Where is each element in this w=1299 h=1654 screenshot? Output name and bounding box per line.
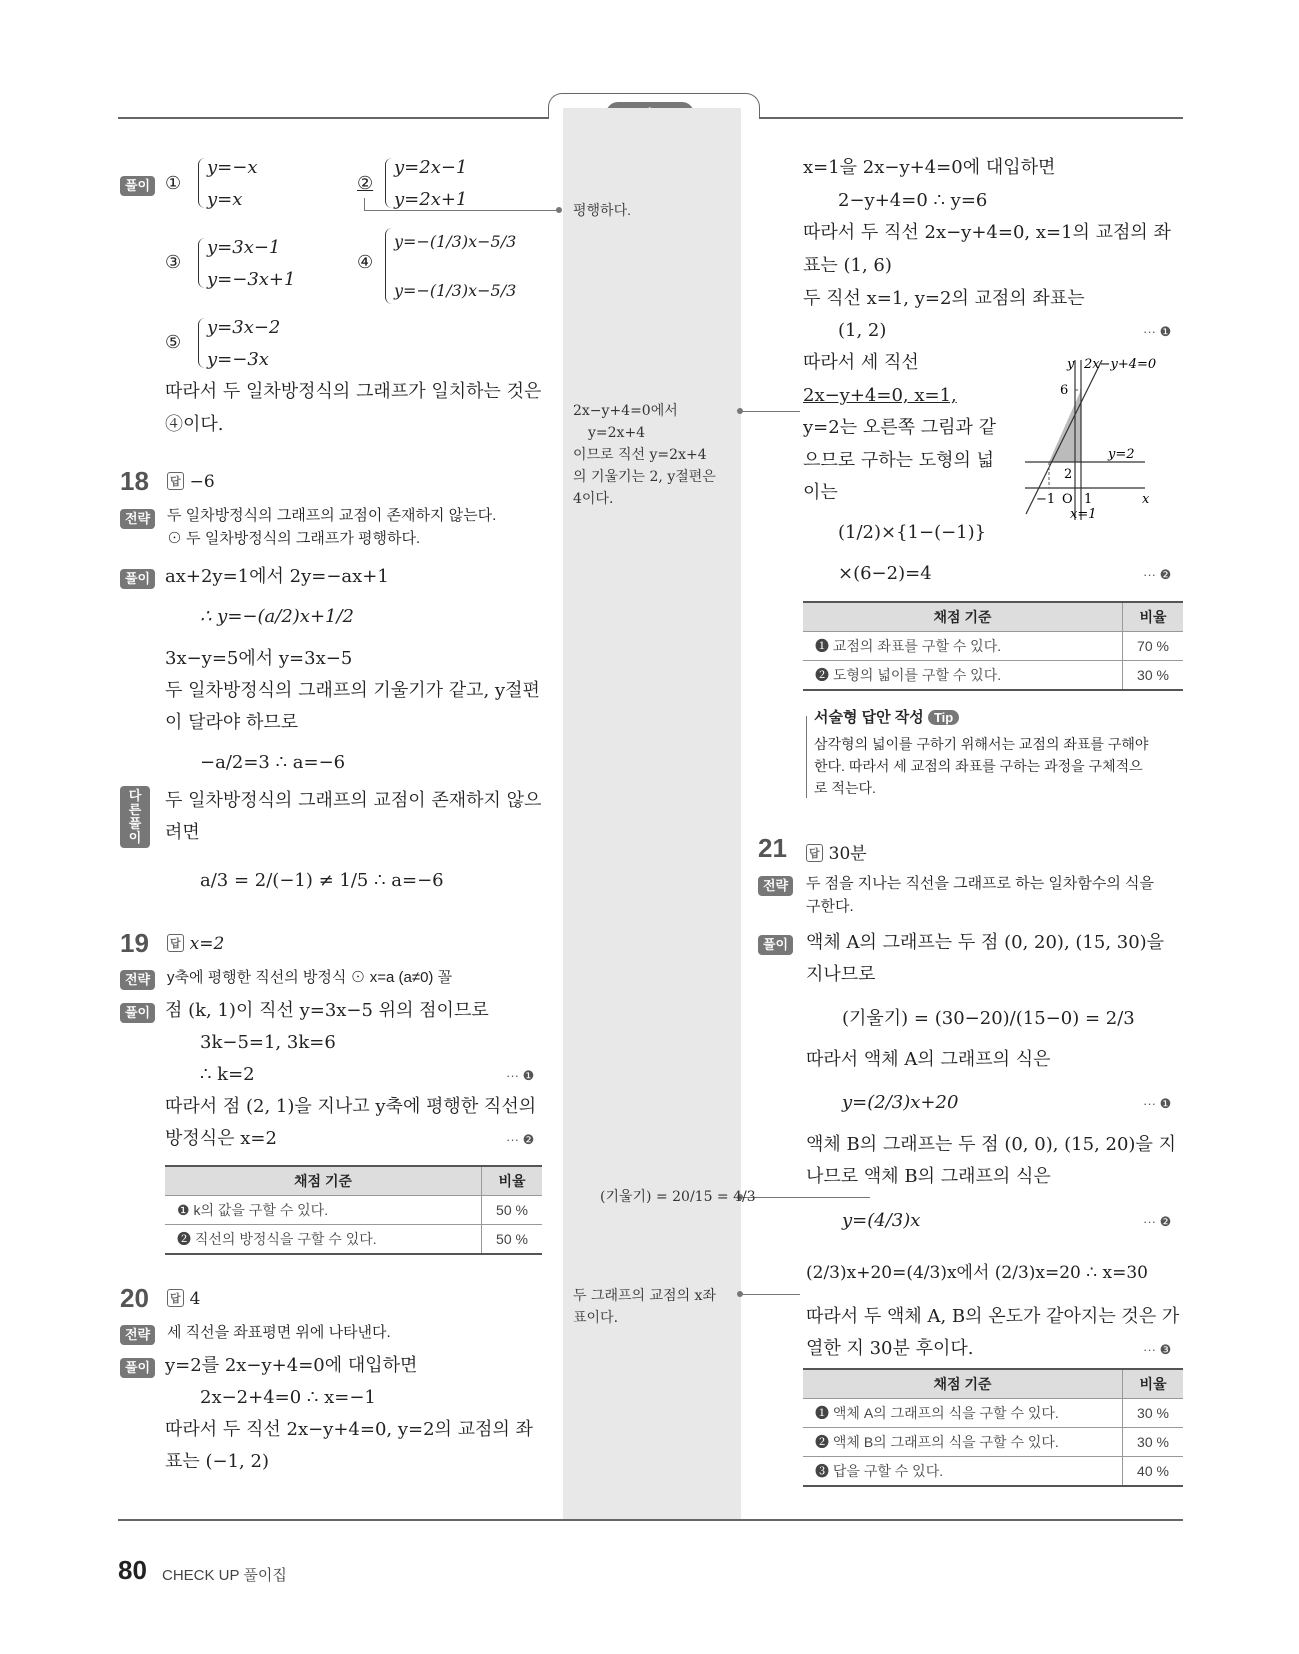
table-row: ❷ 도형의 넓이를 구할 수 있다. 30 % [803, 661, 1183, 691]
box-note: (기울기) = 20/15 = 4/3 [600, 1189, 756, 1205]
answer [167, 934, 224, 954]
box-note: 2x−y+4=0에서 [573, 403, 678, 419]
box-note: y=2x+4 [588, 425, 646, 441]
leader-dot [556, 207, 562, 213]
choice-5-eq-b: y=−3x [207, 349, 269, 370]
solution-line: ax+2y=1에서 2y=−ax+1 [165, 566, 389, 587]
solution-line: 방정식은 x=2 [165, 1128, 277, 1149]
line-label: 2x−y+4=0 [1084, 357, 1157, 372]
solution-line: y=(4/3)x [842, 1210, 921, 1231]
solution-line: (2/3)x+20=(4/3)x에서 (2/3)x=20 ∴ x=30 [806, 1263, 1148, 1283]
box-note: 4이다. [573, 491, 614, 507]
solution-line: 열한 지 30분 후이다. [806, 1338, 974, 1359]
solution-line: 따라서 두 액체 A, B의 온도가 같아지는 것은 가 [806, 1306, 1180, 1327]
tip-text: 로 적는다. [814, 780, 876, 796]
solution-line: y=2를 2x−y+4=0에 대입하면 [165, 1355, 418, 1376]
tip-title: 서술형 답안 작성 Tip [814, 706, 959, 727]
table-header: 채점 기준 [803, 1369, 1123, 1399]
solution-line: −a/2=3 ∴ a=−6 [200, 752, 346, 773]
x1-label: x=1 [1070, 507, 1097, 522]
box-note: 이므로 직선 y=2x+4 [573, 447, 707, 463]
table-row: ❶ 교점의 좌표를 구할 수 있다. 70 % [803, 632, 1183, 661]
choice-2-eq-a: y=2x−1 [394, 157, 468, 178]
solution-line: ×(6−2)=4 [838, 563, 932, 584]
solution-line: 2x−2+4=0 ∴ x=−1 [200, 1387, 376, 1408]
header-rule-left [118, 117, 548, 119]
tick-label: 2 [1064, 467, 1073, 482]
y2-label: y=2 [1108, 447, 1135, 462]
problem-number: 21 [758, 833, 787, 863]
answer-value: 30분 [828, 844, 867, 864]
solution-line: 3x−y=5에서 y=3x−5 [165, 648, 353, 669]
solution-line: 지나므로 [806, 964, 876, 985]
strategy-text: 두 점을 지나는 직선을 그래프로 하는 일차함수의 식을 [806, 875, 1154, 892]
table-row: ❶ 액체 A의 그래프의 식을 구할 수 있다. 30 % [803, 1399, 1183, 1428]
box-note: 표이다. [573, 1310, 619, 1326]
answer [167, 472, 215, 492]
answer-value: x=2 [189, 934, 225, 954]
origin-label: O [1062, 492, 1073, 507]
strategy-text: 구한다. [806, 898, 854, 915]
choice-2-label: ② [357, 173, 374, 194]
solution-line: 두 직선 x=1, y=2의 교점의 좌표는 [803, 288, 1085, 309]
solution-line: ∴ k=2 [200, 1064, 255, 1085]
answer [167, 1289, 200, 1309]
box-note: 두 그래프의 교점의 x좌 [573, 1288, 716, 1304]
leader-line [364, 198, 560, 211]
solution-line: 3k−5=1, 3k=6 [200, 1032, 336, 1053]
solution-line: 표는 (−1, 2) [165, 1451, 269, 1472]
conclusion-line: 따라서 두 일차방정식의 그래프가 일치하는 것은 [165, 381, 542, 402]
tick-label: 6 [1060, 383, 1069, 398]
choice-3-eq-b: y=−3x+1 [207, 269, 296, 290]
choice-4-label: ④ [357, 252, 374, 273]
strategy-text: 두 일차방정식의 그래프의 교점이 존재하지 않는다. [167, 507, 497, 524]
strategy-text: y축에 평행한 직선의 방정식 ⊙ x=a (a≠0) 꼴 [167, 969, 453, 986]
table-header: 비율 [1123, 1369, 1184, 1399]
solution-line: (기울기) = (30−20)/(15−0) = 2/3 [842, 1008, 1135, 1029]
alt-solution-line: a/3 = 2/(−1) ≠ 1/5 ∴ a=−6 [200, 870, 444, 891]
answer-icon: 답 [806, 844, 823, 862]
solution-line: (1, 2) [838, 320, 887, 341]
leader-dot [737, 1291, 743, 1297]
choice-5-eq-a: y=3x−2 [207, 317, 281, 338]
solution-line: x=1을 2x−y+4=0에 대입하면 [803, 157, 1056, 178]
conclusion-line: ④이다. [165, 414, 224, 435]
solution-line: 따라서 두 직선 2x−y+4=0, x=1의 교점의 좌 [803, 222, 1171, 243]
solution-line: 따라서 점 (2, 1)을 지나고 y축에 평행한 직선의 [165, 1096, 537, 1117]
tip-bar [806, 716, 807, 798]
scoring-table [803, 1368, 1183, 1487]
step-marker: ··· ❶ [1143, 324, 1172, 339]
solution-line: 2x−y+4=0, x=1, [803, 385, 957, 406]
solution-line: 이는 [803, 482, 838, 503]
system-brace [198, 158, 205, 208]
solution-line: 두 일차방정식의 그래프의 기울기가 같고, y절편 [165, 680, 540, 701]
leader-line [740, 411, 800, 412]
answer [806, 839, 867, 864]
solution-line: ∴ y=−(a/2)x+1/2 [200, 606, 355, 627]
box-note: 평행하다. [573, 202, 631, 218]
system-brace [385, 228, 392, 304]
solution-line: 표는 (1, 6) [803, 255, 892, 276]
choice-1-eq-b: y=x [207, 189, 243, 210]
choice-4-eq-a: y=−(1/3)x−5/3 [394, 232, 517, 251]
leader-dot [737, 408, 743, 414]
choice-4-eq-b: y=−(1/3)x−5/3 [394, 281, 517, 300]
alt-solution-line: 두 일차방정식의 그래프의 교점이 존재하지 않으 [165, 790, 542, 811]
solution-line: 따라서 세 직선 [803, 352, 919, 373]
solution-badge: 풀이 [120, 1358, 155, 1378]
choice-2-eq-b: y=2x+1 [394, 189, 468, 210]
step-marker: ··· ❶ [506, 1068, 535, 1083]
tick-label: 1 [1084, 492, 1093, 507]
box-note: 의 기울기는 2, y절편은 [573, 469, 716, 485]
page-number: 80 [118, 1555, 147, 1585]
leader-line [740, 1294, 800, 1295]
header-rule-right [758, 117, 1183, 119]
answer-icon: 답 [167, 472, 184, 490]
solution-line: 으므로 구하는 도형의 넓 [803, 450, 995, 471]
answer-value: 4 [189, 1289, 201, 1309]
table-row: ❸ 답을 구할 수 있다. 40 % [803, 1457, 1183, 1487]
strategy-badge: 전략 [120, 509, 155, 529]
solution-line: 점 (k, 1)이 직선 y=3x−5 위의 점이므로 [165, 1000, 489, 1021]
tip-text: 삼각형의 넓이를 구하기 위해서는 교점의 좌표를 구해야 [814, 736, 1149, 752]
choice-1-eq-a: y=−x [207, 157, 258, 178]
step-marker: ··· ❸ [1143, 1342, 1172, 1357]
solution-line: 따라서 액체 A의 그래프의 식은 [806, 1049, 1051, 1070]
table-header: 채점 기준 [165, 1166, 482, 1196]
solution-badge: 풀이 [120, 1003, 155, 1023]
answer-value: −6 [189, 472, 215, 492]
solution-badge: 풀이 [120, 569, 155, 589]
choice-3-eq-a: y=3x−1 [207, 237, 281, 258]
answer-icon: 답 [167, 1289, 184, 1307]
leader-line [740, 1197, 870, 1198]
solution-badge: 풀이 [758, 935, 793, 955]
y-label: y [1067, 357, 1075, 372]
system-brace [198, 318, 205, 368]
alt-solution-line: 려면 [165, 822, 200, 843]
choice-3-label: ③ [165, 252, 182, 273]
problem-number: 19 [120, 928, 149, 958]
strategy-text: ⊙ 두 일차방정식의 그래프가 평행하다. [167, 530, 421, 547]
table-header: 비율 [1123, 602, 1184, 632]
book-title: CHECK UP 풀이집 [162, 1567, 287, 1584]
tick-label: −1 [1036, 492, 1056, 507]
problem-number: 18 [120, 466, 149, 496]
solution-line: y=2는 오른쪽 그림과 같 [803, 417, 996, 438]
step-marker: ··· ❷ [1143, 1214, 1172, 1229]
table-header: 채점 기준 [803, 602, 1123, 632]
solution-line: 나므로 액체 B의 그래프의 식은 [806, 1166, 1051, 1187]
alt-solution-badge: 다른 풀이 [120, 786, 150, 848]
solution-line: 따라서 두 직선 2x−y+4=0, y=2의 교점의 좌 [165, 1419, 533, 1440]
footer-rule [118, 1519, 1183, 1521]
system-brace [198, 238, 205, 288]
step-marker: ··· ❷ [506, 1132, 535, 1147]
solution-badge: 풀이 [120, 176, 155, 196]
table-header: 비율 [482, 1166, 543, 1196]
solution-line: 액체 A의 그래프는 두 점 (0, 20), (15, 30)을 [806, 932, 1165, 953]
strategy-badge: 전략 [120, 1325, 155, 1345]
solution-line: 이 달라야 하므로 [165, 712, 299, 733]
strategy-badge: 전략 [120, 970, 155, 990]
x-label: x [1142, 492, 1150, 507]
table-row: ❷ 액체 B의 그래프의 식을 구할 수 있다. 30 % [803, 1428, 1183, 1457]
solution-line: 2−y+4=0 ∴ y=6 [838, 190, 988, 211]
solution-line: 액체 B의 그래프는 두 점 (0, 0), (15, 20)을 지 [806, 1134, 1176, 1155]
step-marker: ··· ❷ [1143, 567, 1172, 582]
table-row: ❶ k의 값을 구할 수 있다. 50 % [165, 1196, 542, 1225]
solution-line: y=(2/3)x+20 [842, 1092, 959, 1113]
solution-line: (1/2)×{1−(−1)} [838, 522, 987, 543]
step-marker: ··· ❶ [1143, 1096, 1172, 1111]
answer-icon: 답 [167, 934, 184, 952]
table-row: ❷ 직선의 방정식을 구할 수 있다. 50 % [165, 1225, 542, 1255]
choice-5-label: ⑤ [165, 332, 182, 353]
problem-number: 20 [120, 1283, 149, 1313]
tip-badge: Tip [928, 710, 959, 725]
scoring-table [803, 601, 1183, 691]
coordinate-graph [1020, 350, 1190, 530]
strategy-text: 세 직선을 좌표평면 위에 나타낸다. [167, 1324, 391, 1341]
tip-text: 한다. 따라서 세 교점의 좌표를 구하는 과정을 구체적으 [814, 758, 1143, 774]
scoring-table [165, 1165, 542, 1255]
strategy-badge: 전략 [758, 876, 793, 896]
triangle-region [1049, 390, 1081, 462]
choice-1-label: ① [165, 173, 182, 194]
